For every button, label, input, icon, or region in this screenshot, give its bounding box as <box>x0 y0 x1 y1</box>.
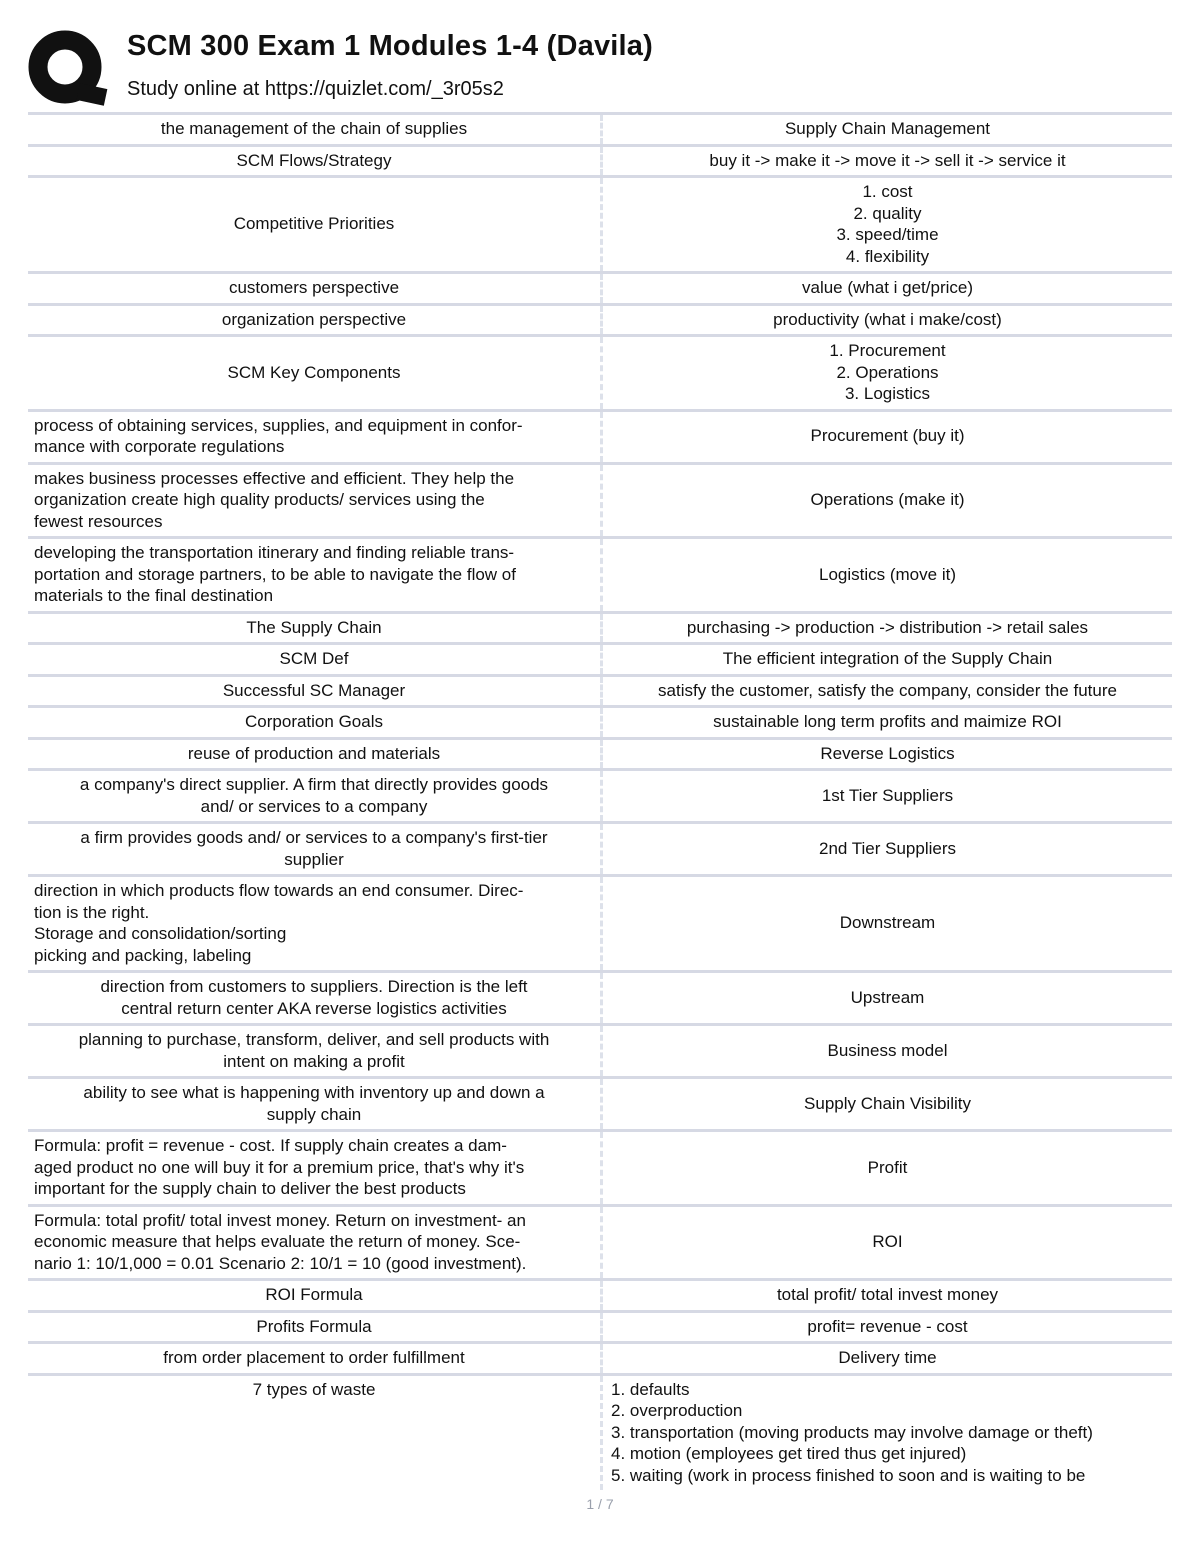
card-term: a company's direct supplier. A firm that directly provides goods and/ or services to a company <box>28 770 602 823</box>
card-term: SCM Flows/Strategy <box>28 145 602 177</box>
card-term: reuse of production and materials <box>28 738 602 770</box>
card-definition: Profit <box>602 1131 1173 1206</box>
card-definition: productivity (what i make/cost) <box>602 304 1173 336</box>
card-definition: Supply Chain Visibility <box>602 1078 1173 1131</box>
card-definition: Upstream <box>602 972 1173 1025</box>
flashcard-row <box>28 114 1172 146</box>
card-definition: profit= revenue - cost <box>602 1311 1173 1343</box>
flashcard-row <box>28 463 1172 538</box>
flashcard-row <box>28 538 1172 613</box>
card-definition: 1. defaults 2. overproduction 3. transportation (moving products may involve damage or theft) 4. motion (employees get tired thus get injured) 5. waiting (work in process finished to soon and is waiting to be <box>602 1374 1173 1490</box>
card-term: ability to see what is happening with inventory up and down a supply chain <box>28 1078 602 1131</box>
card-definition: value (what i get/price) <box>602 273 1173 305</box>
card-term: Corporation Goals <box>28 707 602 739</box>
flashcard-row <box>28 644 1172 676</box>
card-definition: Reverse Logistics <box>602 738 1173 770</box>
card-definition: Business model <box>602 1025 1173 1078</box>
card-definition: ROI <box>602 1205 1173 1280</box>
card-definition: total profit/ total invest money <box>602 1280 1173 1312</box>
flashcard-row <box>28 1131 1172 1206</box>
card-term: makes business processes effective and efficient. They help the organization create high quality products/ services using the fewest resources <box>28 463 602 538</box>
card-term: Profits Formula <box>28 1311 602 1343</box>
card-term: SCM Def <box>28 644 602 676</box>
card-term: The Supply Chain <box>28 612 602 644</box>
card-term: process of obtaining services, supplies, and equipment in confor- mance with corporate regulations <box>28 410 602 463</box>
page-header <box>0 0 1200 110</box>
card-term: SCM Key Components <box>28 336 602 411</box>
card-term: 7 types of waste <box>28 1374 602 1490</box>
flashcard-row <box>28 1311 1172 1343</box>
card-term: Formula: total profit/ total invest money. Return on investment- an economic measure that helps evaluate the return of money. Sce- nario 1: 10/1,000 = 0.01 Scenario 2: 10/1 = 10 (good investment). <box>28 1205 602 1280</box>
card-term: customers perspective <box>28 273 602 305</box>
card-term: the management of the chain of supplies <box>28 114 602 146</box>
card-term: a firm provides goods and/ or services to a company's first-tier supplier <box>28 823 602 876</box>
card-definition: Logistics (move it) <box>602 538 1173 613</box>
card-definition: sustainable long term profits and maimize ROI <box>602 707 1173 739</box>
flashcard-row <box>28 1374 1172 1490</box>
card-definition: Delivery time <box>602 1343 1173 1375</box>
flashcard-row <box>28 304 1172 336</box>
flashcard-table <box>28 112 1172 1490</box>
card-definition: Supply Chain Management <box>602 114 1173 146</box>
card-definition: 1. Procurement 2. Operations 3. Logistics <box>602 336 1173 411</box>
card-term: planning to purchase, transform, deliver, and sell products with intent on making a profit <box>28 1025 602 1078</box>
flashcard-row <box>28 1205 1172 1280</box>
quizlet-logo-icon <box>28 30 108 110</box>
card-term: direction from customers to suppliers. Direction is the left central return center AKA reverse logistics activities <box>28 972 602 1025</box>
card-term: Competitive Priorities <box>28 177 602 273</box>
flashcard-row <box>28 336 1172 411</box>
flashcard-row <box>28 876 1172 972</box>
flashcard-row <box>28 273 1172 305</box>
card-term: Successful SC Manager <box>28 675 602 707</box>
card-definition: 1st Tier Suppliers <box>602 770 1173 823</box>
flashcard-row <box>28 1343 1172 1375</box>
card-term: organization perspective <box>28 304 602 336</box>
card-term: direction in which products flow towards an end consumer. Direc- tion is the right. Storage and consolidation/sorting picking and packing, labeling <box>28 876 602 972</box>
flashcard-row <box>28 177 1172 273</box>
card-term: ROI Formula <box>28 1280 602 1312</box>
flashcard-row <box>28 823 1172 876</box>
flashcard-row <box>28 1025 1172 1078</box>
card-definition: Downstream <box>602 876 1173 972</box>
study-online-link[interactable]: Study online at https://quizlet.com/_3r05s2 <box>127 78 504 100</box>
card-definition: Procurement (buy it) <box>602 410 1173 463</box>
flashcard-row <box>28 1078 1172 1131</box>
flashcard-row <box>28 612 1172 644</box>
flashcard-row <box>28 972 1172 1025</box>
card-definition: 1. cost 2. quality 3. speed/time 4. flexibility <box>602 177 1173 273</box>
card-definition: Operations (make it) <box>602 463 1173 538</box>
card-definition: 2nd Tier Suppliers <box>602 823 1173 876</box>
flashcard-row <box>28 410 1172 463</box>
card-definition: satisfy the customer, satisfy the company, consider the future <box>602 675 1173 707</box>
card-term: Formula: profit = revenue - cost. If supply chain creates a dam- aged product no one will buy it for a premium price, that's why it's important for the supply chain to deliver the best products <box>28 1131 602 1206</box>
flashcard-row <box>28 675 1172 707</box>
flashcard-row <box>28 1280 1172 1312</box>
flashcard-row <box>28 707 1172 739</box>
flashcard-row <box>28 145 1172 177</box>
card-term: developing the transportation itinerary and finding reliable trans- portation and storage partners, to be able to navigate the flow of materials to the final destination <box>28 538 602 613</box>
card-term: from order placement to order fulfillment <box>28 1343 602 1375</box>
page-indicator: 1 / 7 <box>586 1496 614 1512</box>
card-definition: purchasing -> production -> distribution -> retail sales <box>602 612 1173 644</box>
flashcard-row <box>28 738 1172 770</box>
card-definition: The efficient integration of the Supply Chain <box>602 644 1173 676</box>
page-title: SCM 300 Exam 1 Modules 1-4 (Davila) <box>127 30 653 62</box>
card-definition: buy it -> make it -> move it -> sell it -> service it <box>602 145 1173 177</box>
flashcard-row <box>28 770 1172 823</box>
